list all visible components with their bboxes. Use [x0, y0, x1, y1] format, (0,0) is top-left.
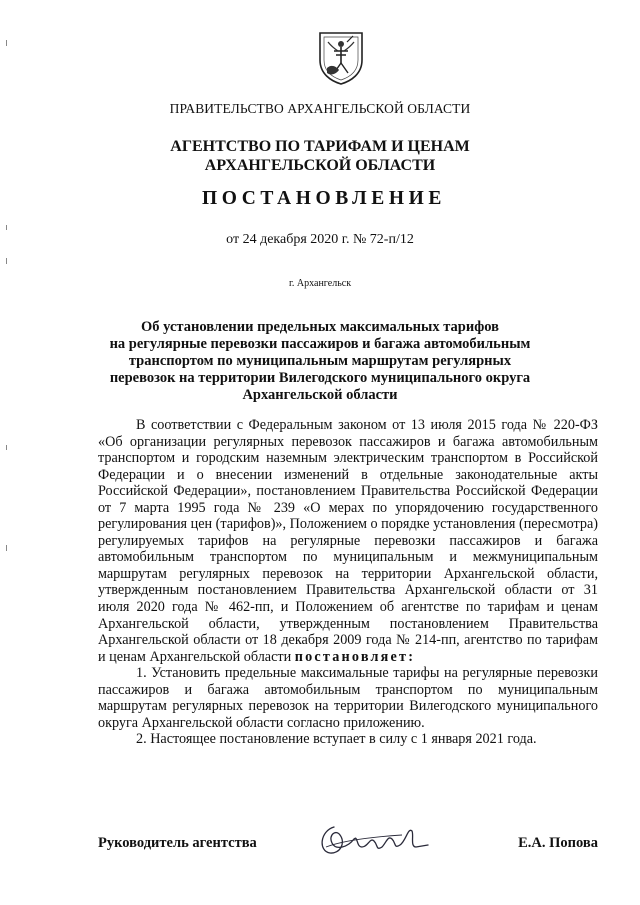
agency-title-line: АРХАНГЕЛЬСКОЙ ОБЛАСТИ [204, 157, 436, 174]
margin-mark [6, 40, 7, 46]
margin-mark [6, 445, 7, 450]
arkhangelsk-coat-of-arms-icon [318, 30, 364, 85]
government-title: ПРАВИТЕЛЬСТВО АРХАНГЕЛЬСКОЙ ОБЛАСТИ [169, 101, 471, 116]
subject-line: перевозок на территории Вилегодского муниципального округа [109, 370, 531, 386]
margin-mark [6, 225, 7, 230]
preamble-text: В соответствии с Федеральным законом от 13 июля 2015 года № 220-ФЗ «Об организации регулярных перевозок пассажиров и багажа автомобильным транспортом и городским наземным электрическим транспортом в Российской Федерации и о внесении изменений в отдельные законодательные акты Российской Федерации», постановлением Правительства Российской Федерации от 7 марта 1995 года № 239 «О мерах по упорядочению государственного регулирования цен (тарифов)», Положением о порядке установления (пересмотра) регулируемых тарифов на регулярные перевозки пассажиров и багажа автомобильным транспортом по муниципальным и межмуниципальным маршрутам регулярных перевозок на территории Архангельской области, утвержденным постановлением Правительства Архангельской области от 31 июля 2020 года № 462-пп, и Положением об агентстве по тарифам и ценам Архангельской области, утвержденным постановлением Правительства Архангельской области от 18 декабря 2009 года № 214-пп, агентство по тарифам и ценам Архангельской области [98, 417, 598, 665]
subject-line: Об установлении предельных максимальных тарифов [141, 319, 499, 335]
subject-line: транспортом по муниципальным маршрутам регулярных [128, 353, 512, 369]
resolves-keyword: постановляет: [294, 648, 416, 665]
resolution-item-1: 1. Установить предельные максимальные тарифы на регулярные перевозки пассажиров и багажа автомобильным транспортом по муниципальным маршрутам регулярных перевозок на территории Вилегодского муниципального округа Архангельской области согласно приложению. [98, 665, 598, 731]
signer-title: Руководитель агентства [98, 835, 257, 851]
document-body [98, 417, 598, 748]
document-type: ПОСТАНОВЛЕНИЕ [201, 188, 447, 209]
agency-title-line: АГЕНТСТВО ПО ТАРИФАМ И ЦЕНАМ [170, 138, 470, 155]
document-subject [0, 319, 640, 404]
handwritten-signature [312, 817, 432, 863]
subject-line: на регулярные перевозки пассажиров и багажа автомобильным [109, 336, 531, 352]
margin-mark [6, 545, 7, 551]
margin-mark [6, 258, 7, 264]
document-date-number: от 24 декабря 2020 г. № 72-п/12 [226, 232, 414, 247]
agency-title [0, 137, 640, 175]
document-city: г. Архангельск [288, 278, 352, 289]
subject-line: Архангельской области [242, 387, 398, 403]
resolution-item-2: 2. Настоящее постановление вступает в силу с 1 января 2021 года. [136, 731, 537, 748]
preamble-paragraph [98, 417, 598, 665]
signer-name: Е.А. Попова [518, 835, 598, 851]
signature-block [98, 833, 598, 855]
